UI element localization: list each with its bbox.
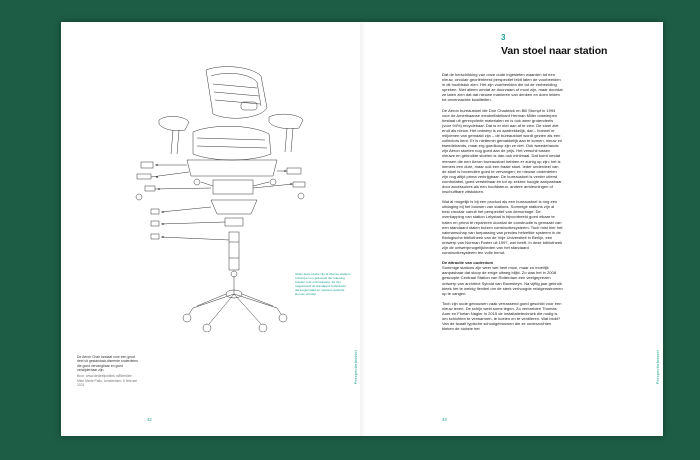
- margin-note: Sinds deze studie zijn al diverse stations ontworpen en gebouwd die rekening houden met ontmanteling. Ze zijn opgebouwd uit standaard onderdelen die losgemaakt en opnieuw gebruikt kunnen worden.: [295, 272, 351, 296]
- paragraph: De Aeron bureaustoel die Don Chadwick en Bill Stumpf in 1994 voor de Amerikaanse meubelfabrikant Herman Miller ontwierpen bestaat uit gerecyclede materialen en is ook weer grotendeels (voor 94%) recyclebaar. Dat is er niet aan af te zien. De stoel ziet eruit als nieuw. Het ontwerp is zo aantrekkelijk, dat – hoewel er miljoenen van gemaakt zijn – de bureaustoel wordt gezien als een collectors item. Er is niettemin gemakkelijk aan te komen, nieuw en tweedehands, maar erg goedkoop zijn ze niet. Ook tweedehands zijn Aeron stoelen nog goed aan de prijs. Het verschil tussen nieuwe en gebruikte stoelen is dan ook minimaal. Dat komt omdat mensen die een Aeron bureaustoel hebben er zuinig op zijn; het is immers een dure, maar ook een fraaie stoel. Ieder onderdeel van de stoel is bovendien goed te vervangen; en nieuwe onderdelen zijn nog altijd prima verkrijgbaar. De bureaustoel is verder uiterst comfortabel, goed verstelbaar en tot op zekere hoogte aanpasbaar door accessoires als een hoofdsteun, andere armleuningen of inschuifbare zitstukken.: [442, 107, 563, 195]
- page-number-right: 43: [442, 417, 447, 422]
- page-number-left: 42: [147, 417, 152, 422]
- body-text: [442, 72, 563, 336]
- chapter-number: 3: [501, 33, 506, 42]
- figure-caption: [77, 355, 139, 387]
- paragraph: Sommige stations zijn weer wel heel mooi, maar zo moeilijk aanpasbaar dat sloop de enige uitweg blijkt. Zo was het in 2008 gesloopte Centraal Station van Rotterdam een veelgeprezen ontwerp van architect Sybold van Ravesteyn. Na vijftig jaar gebruik bleek het te weinig flexibel om de sterk verhoogde reizigersstromen op te vangen.: [442, 265, 563, 296]
- paragraph: Wat al mogelijk is bij een product als een bureaustoel is nog een uitdaging bij het bouwen van stations. Sommige stations zijn al best circulair vanuit het perspectief van demontage. De overkapping van station Lelystad is bijvoorbeeld goed elkaar te halen en prima te repareren doordat de constructie is gemaakt van een standaard stalen buizen constructiesysteem. Toch mist hier het vakmanschap van toepassing van precies hetzelfde systeem in de Biologische bibliotheek van de Vrije Universiteit in Berlijn, een ontwerp van Norman Foster uit 1997, wel heeft. In deze bibliotheek zijn de ontwerpmogelijkheden van het standaard constructiesysteem ten volle benut.: [442, 199, 563, 256]
- running-head-left: Perspectiefwissel: [353, 350, 358, 385]
- right-page: [363, 22, 663, 436]
- caption-text: De Aeron Chair bestaat voor een groot deel uit gestandaar-diseerde onderdelen die goed vervangbaar en goed verwijderbaar zijn.: [77, 355, 138, 373]
- caption-credit: Bron: www.dedeelpolitiek.nl/Bemiller; Mike Marie Pallo, Amsterdam, 6 februari 2021: [77, 374, 138, 387]
- book-spread: [61, 22, 663, 436]
- running-head-right: Perspectiefwissel: [655, 350, 660, 385]
- section-subheading: De attractie van ouderdom: [442, 260, 494, 266]
- chapter-title: Van stoel naar station: [501, 45, 608, 57]
- paragraph: Toch zijn oude gebouwen vaak verrassend goed geschikt voor een nieuw leven. De schijn wekt soms tegen. Zo verbreiden Thomas Auer en Florian Nagler in 2015 de installatietechniek die nodig is om schichten te verwarmen, te koelen en te ventileren. Wat blokt? Van de twaalf typische schoolgebouwen die ze onderzochten bleken de oudste het: [442, 300, 562, 332]
- paragraph: Dat de herschikking van onze oude ingesleten waarden tot een nieuw, circulair georiënteerd perspectief leidt laten de voorbeelden in dit hoofdstuk zien. Het zijn voorbeelden die tot de verbeelding spreken. Niet alleen omdat ze duurzaam of mooi zijn, maar doordat ze laten zien dat dat nieuwe manieren van denken en doen leiden tot onverwachte kwaliteiten.: [442, 72, 563, 103]
- left-page: [61, 22, 361, 436]
